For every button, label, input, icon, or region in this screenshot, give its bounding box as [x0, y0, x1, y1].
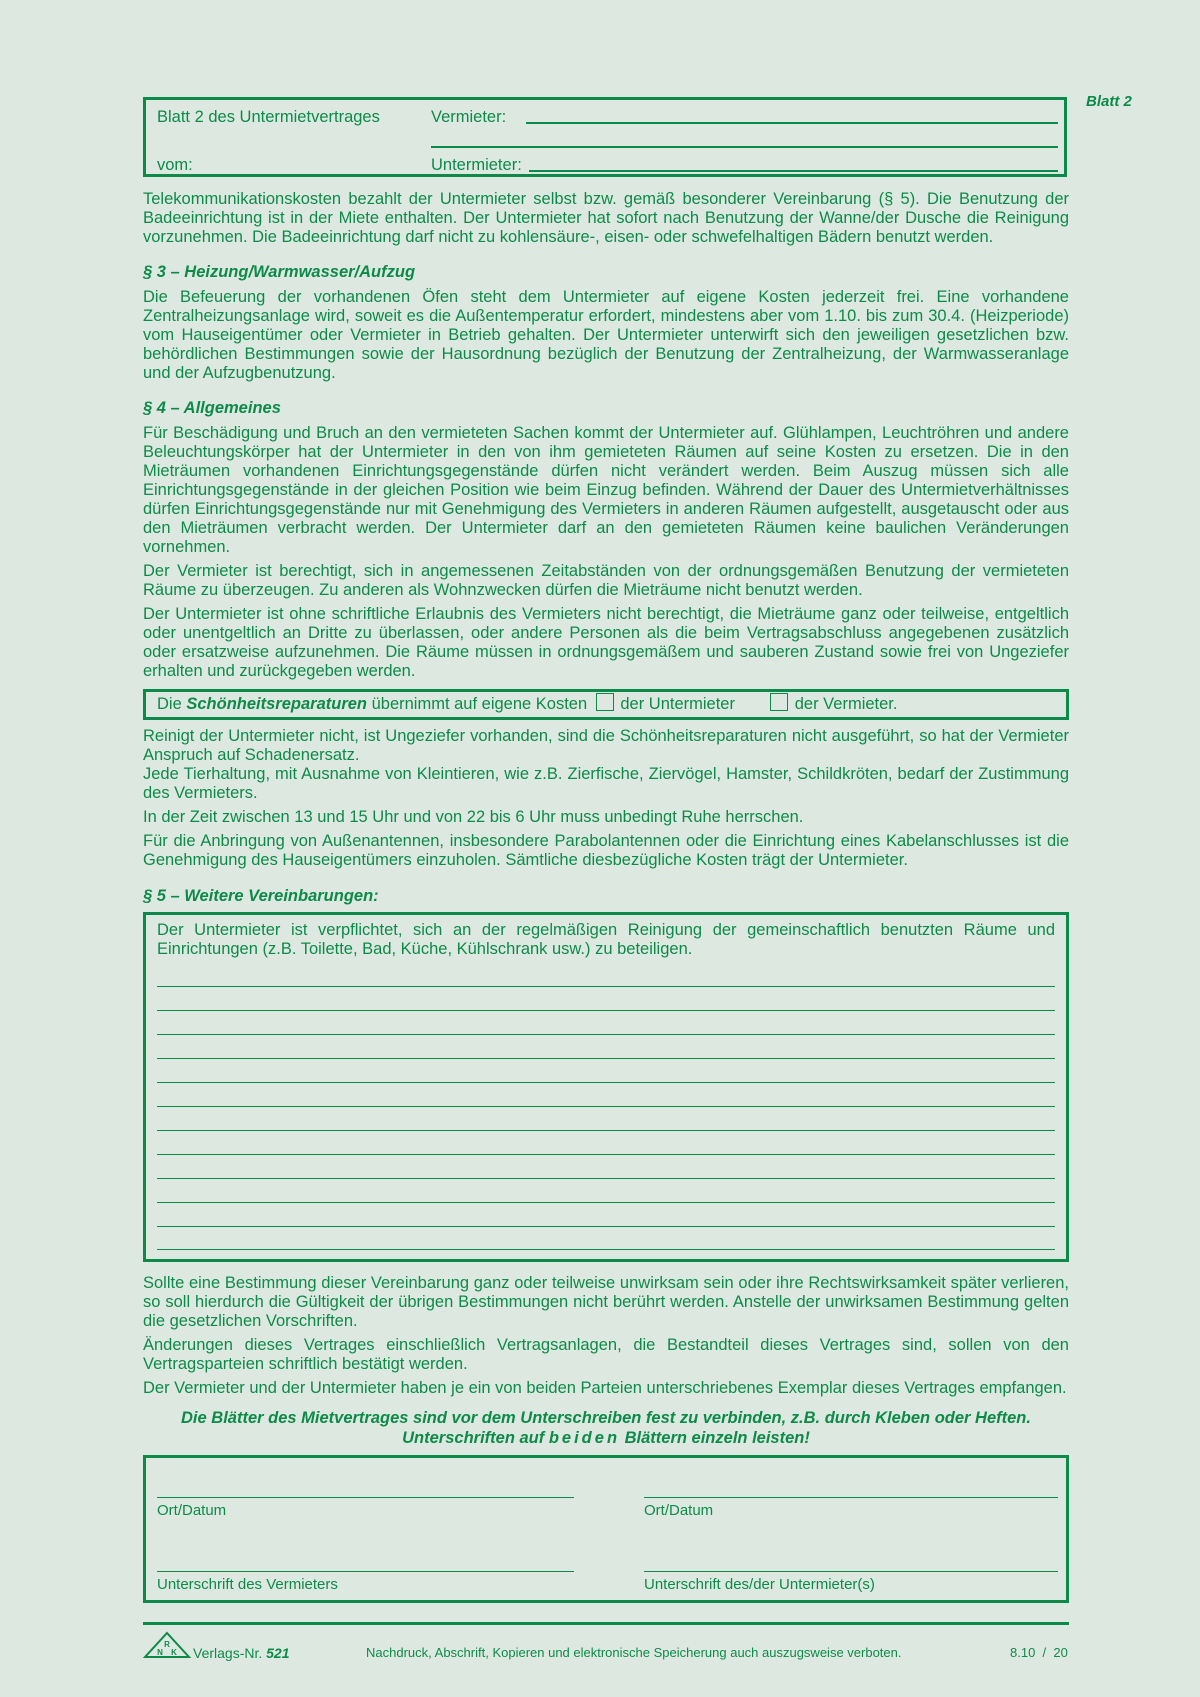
section-4-heading: § 4 – Allgemeines — [143, 399, 281, 417]
signature-untermieter-label: Unterschrift des/der Untermieter(s) — [644, 1576, 875, 1593]
svg-text:N: N — [157, 1648, 163, 1657]
agreement-line[interactable] — [157, 1249, 1055, 1250]
svg-text:R: R — [164, 1640, 170, 1649]
form-title: Blatt 2 des Untermietvertrages — [157, 108, 380, 126]
schoen-prefix: Die — [157, 695, 182, 713]
agreement-line[interactable] — [157, 1226, 1055, 1227]
notice-line-2-c: Blättern einzeln leisten! — [624, 1429, 810, 1447]
signature-vermieter-field[interactable] — [157, 1571, 574, 1572]
binding-notice — [143, 1408, 1069, 1448]
agreement-line[interactable] — [157, 1130, 1055, 1131]
copyright-notice: Nachdruck, Abschrift, Kopieren und elektronische Speicherung auch auszugsweise verboten. — [366, 1645, 902, 1660]
publisher-logo-icon — [143, 1630, 191, 1660]
ort-datum-left-label: Ort/Datum — [157, 1502, 227, 1519]
section-4-paragraph-5: Jede Tierhaltung, mit Ausnahme von Kleintieren, wie z.B. Zierfische, Ziervögel, Hamster, Schildkröten, bedarf der Zustimmung des Vermieters. — [143, 765, 1069, 802]
section-4-paragraph-2: Der Vermieter ist berechtigt, sich in angemessenen Zeitabständen von der ordnungsgemäßen Benutzung der vermieteten Räume zu überzeugen. Zu anderen als Wohnzwecken dürfen die Mieträume nicht benutzt werden. — [143, 562, 1069, 599]
sheet-tag: Blatt 2 — [1086, 93, 1132, 110]
verlag-number — [193, 1645, 290, 1661]
vermieter-field-2[interactable] — [431, 146, 1058, 148]
agreement-line[interactable] — [157, 1034, 1055, 1035]
notice-emphasis: beiden — [548, 1429, 621, 1447]
option-untermieter-label: der Untermieter — [620, 695, 735, 713]
ort-datum-right-field[interactable] — [644, 1497, 1058, 1498]
section-4-paragraph-3: Der Untermieter ist ohne schriftliche Erlaubnis des Vermieters nicht berechtigt, die Mieträume ganz oder teilweise, entgeltlich oder unentgeltlich an Dritte zu überlassen, oder andere Personen als die beim Vertragsabschluss angegebenen zusätzlich oder ersatzweise aufzunehmen. Die Räume müssen in ordnungsgemäßem und sauberen Zustand sowie frei von Ungeziefer erhalten und zurückgegeben werden. — [143, 605, 1069, 680]
section-4-paragraph-4: Reinigt der Untermieter nicht, ist Ungeziefer vorhanden, sind die Schönheitsreparaturen nicht ausgeführt, so hat der Vermieter Anspruch auf Schadenersatz. — [143, 727, 1069, 764]
agreement-line[interactable] — [157, 1010, 1055, 1011]
further-agreements-text: Der Untermieter ist verpflichtet, sich an der regelmäßigen Reinigung der gemeinschaftlich benutzten Räume und Einrichtungen (z.B. Toilette, Bad, Küche, Kühlschrank usw.) zu beteiligen. — [157, 921, 1055, 958]
verlag-label: Verlags-Nr. — [193, 1645, 263, 1661]
ort-datum-right-label: Ort/Datum — [644, 1502, 714, 1519]
ort-datum-left-field[interactable] — [157, 1497, 574, 1498]
section-4-paragraph-1: Für Beschädigung und Bruch an den vermieteten Sachen kommt der Untermieter auf. Glühlampen, Leuchtröhren und andere Beleuchtungskörper hat der Untermieter in den von ihm gemieteten Räumen auf seine Kosten zu ersetzen. Die in den Mieträumen vorhandenen Einrichtungsgegenstände dürfen nicht verändert werden. Beim Auszug müssen sich alle Einrichtungsgegenstände in der gleichen Position wie beim Einzug befinden. Während der Dauer des Untermietverhältnisses dürfen Einrichtungsgegenstände nur mit Genehmigung des Vermieters in anderen Räumen aufgestellt, ausgetauscht oder aus den Mieträumen verbracht werden. Der Untermieter darf an den gemieteten Räumen keine baulichen Veränderungen vornehmen. — [143, 424, 1069, 556]
section-4-paragraph-7: Für die Anbringung von Außenantennen, insbesondere Parabolantennen oder die Einrichtung eines Kabelanschlusses ist die Genehmigung des Hauseigentümers einzuholen. Sämtliche diesbezügliche Kosten trägt der Untermieter. — [143, 832, 1069, 869]
agreement-line[interactable] — [157, 986, 1055, 987]
vom-label: vom: — [157, 156, 193, 174]
signature-vermieter-label: Unterschrift des Vermieters — [157, 1576, 338, 1593]
agreement-line[interactable] — [157, 1106, 1055, 1107]
checkbox-untermieter[interactable] — [596, 693, 614, 711]
section-5-heading: § 5 – Weitere Vereinbarungen: — [143, 887, 379, 905]
vermieter-label: Vermieter: — [431, 108, 507, 126]
closing-paragraph-2: Änderungen dieses Vertrages einschließlich Vertragsanlagen, die Bestandteil dieses Vertrages sind, sollen von den Vertragsparteien schriftlich bestätigt werden. — [143, 1336, 1069, 1373]
schoen-mid: übernimmt auf eigene Kosten — [371, 695, 588, 713]
closing-paragraph-1: Sollte eine Bestimmung dieser Vereinbarung ganz oder teilweise unwirksam sein oder ihre Rechtswirksamkeit später verlieren, so soll hierdurch die Gültigkeit der übrigen Bestimmungen nicht berührt werden. Anstelle der unwirksamen Bestimmung gelten die gesetzlichen Vorschriften. — [143, 1274, 1069, 1330]
agreement-line[interactable] — [157, 1202, 1055, 1203]
checkbox-vermieter[interactable] — [770, 693, 788, 711]
section-3-text: Die Befeuerung der vorhandenen Öfen steht dem Untermieter auf eigene Kosten jederzeit frei. Eine vorhandene Zentralheizungsanlage wird, soweit es die Außentemperatur erfordert, mindestens aber vom 1.10. bis zum 30.4. (Heizperiode) vom Hauseigentümer oder Vermieter in Betrieb gehalten. Der Untermieter unterwirft sich den jeweiligen gesetzlichen bzw. behördlichen Bestimmungen sowie der Hausordnung bezüglich der Benutzung der Zentralheizung, der Warmwasseranlage und der Aufzugbenutzung. — [143, 288, 1069, 382]
section-4-paragraph-6: In der Zeit zwischen 13 und 15 Uhr und von 22 bis 6 Uhr muss unbedingt Ruhe herrschen. — [143, 808, 804, 826]
further-agreements-box — [143, 912, 1069, 1262]
notice-line-1: Die Blätter des Mietvertrages sind vor dem Unterschreiben fest zu verbinden, z.B. durch Kleben oder Heften. — [181, 1409, 1031, 1427]
agreement-line[interactable] — [157, 1178, 1055, 1179]
footer-rule — [143, 1622, 1069, 1625]
agreement-line[interactable] — [157, 1082, 1055, 1083]
svg-text:K: K — [171, 1648, 177, 1657]
header-box — [143, 97, 1067, 177]
untermieter-label: Untermieter: — [431, 156, 522, 174]
signature-box — [143, 1455, 1069, 1603]
signature-untermieter-field[interactable] — [644, 1571, 1058, 1572]
edition-code: 8.10 / 20 — [1010, 1645, 1068, 1660]
schoenheitsreparaturen-box — [143, 689, 1069, 720]
option-vermieter-label: der Vermieter. — [794, 695, 898, 713]
closing-paragraph-3: Der Vermieter und der Untermieter haben je ein von beiden Parteien unterschriebenes Exemplar dieses Vertrages empfangen. — [143, 1379, 1067, 1397]
schoen-bold-term: Schönheitsreparaturen — [186, 695, 367, 713]
intro-paragraph: Telekommunikationskosten bezahlt der Untermieter selbst bzw. gemäß besonderer Vereinbarung (§ 5). Die Benutzung der Badeeinrichtung ist in der Miete enthalten. Der Untermieter hat sofort nach Benutzung der Wanne/der Dusche die Reinigung vorzunehmen. Die Badeeinrichtung darf nicht zu kohlensäure-, eisen- oder schwefelhaltigen Bädern benutzt werden. — [143, 190, 1069, 246]
contract-body — [143, 190, 1069, 1603]
untermieter-field[interactable] — [529, 170, 1058, 172]
agreement-line[interactable] — [157, 1154, 1055, 1155]
notice-line-2-a: Unterschriften auf — [402, 1429, 545, 1447]
notice-line-2 — [143, 1428, 1069, 1448]
agreement-line[interactable] — [157, 1058, 1055, 1059]
vermieter-field[interactable] — [526, 122, 1058, 124]
verlag-nr: 521 — [266, 1645, 290, 1661]
section-3-heading: § 3 – Heizung/Warmwasser/Aufzug — [143, 263, 416, 281]
